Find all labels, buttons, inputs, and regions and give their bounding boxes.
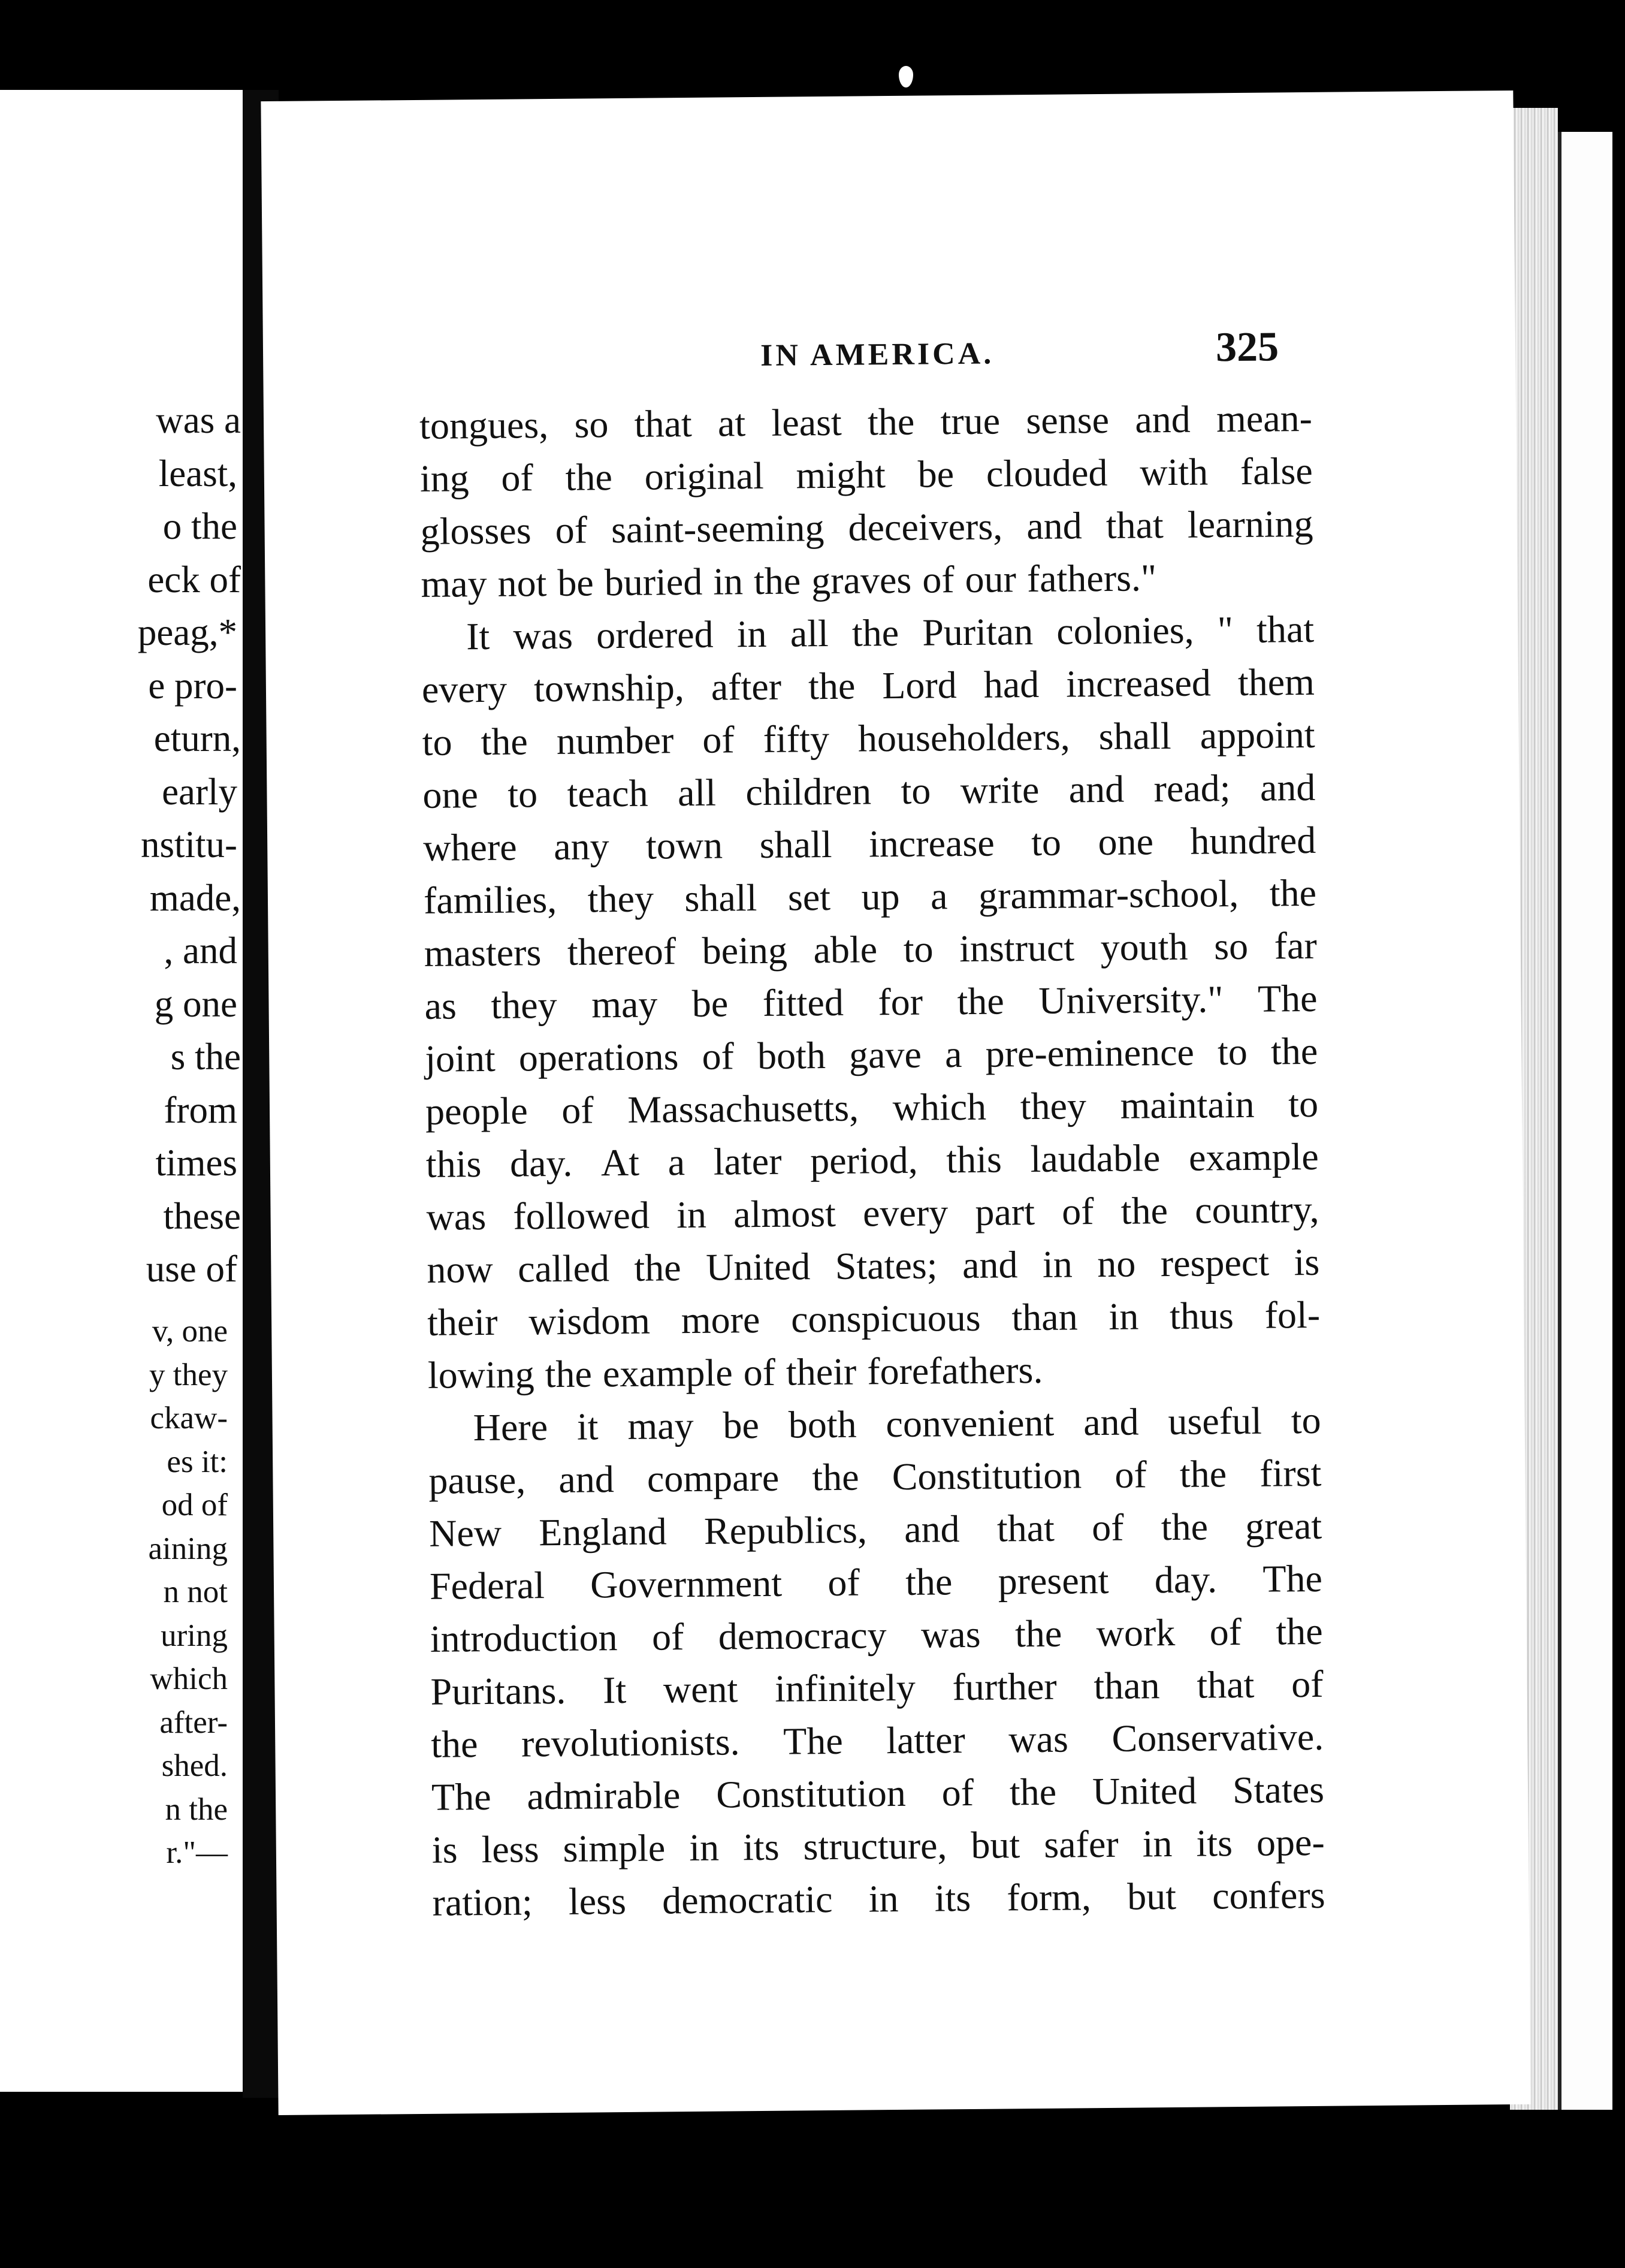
left-page-line: use of	[146, 1248, 237, 1290]
left-page-line: eturn,	[153, 717, 241, 759]
text-line: lowing the example of their forefathers.	[427, 1348, 1043, 1397]
left-page-footnote-line: od of	[161, 1488, 228, 1522]
text-line: Federal Government of the present day. The	[429, 1557, 1323, 1607]
previous-page	[0, 90, 246, 2092]
left-page-line: made,	[149, 876, 241, 919]
left-page-line: e pro-	[148, 664, 237, 707]
text-line: every township, after the Lord had increased them	[421, 660, 1315, 711]
left-page-line: from	[164, 1088, 237, 1131]
left-page-footnote-line: ckaw-	[150, 1401, 228, 1435]
left-page-footnote-line: after-	[159, 1705, 228, 1740]
text-line: now called the United States; and in no respect is	[427, 1240, 1320, 1291]
left-page-line: peag,*	[137, 611, 237, 653]
left-page-footnote-line: y they	[149, 1357, 228, 1392]
text-line: It was ordered in all the Puritan colonies, " that	[466, 607, 1315, 658]
text-line: as they may be fitted for the University." The	[424, 976, 1318, 1027]
text-line: the revolutionists. The latter was Conservative.	[431, 1715, 1324, 1766]
left-page-footnote-line: n not	[163, 1575, 228, 1609]
page-number: 325	[1215, 324, 1279, 371]
left-page-line: , and	[164, 930, 237, 972]
text-line: may not be buried in the graves of our fathers."	[421, 556, 1157, 605]
left-page-footnote-line: r."—	[166, 1835, 228, 1870]
text-line: this day. At a later period, this laudable example	[425, 1135, 1319, 1186]
text-line: New England Republics, and that of the great	[428, 1504, 1322, 1555]
text-line: masters thereof being able to instruct youth so far	[424, 924, 1318, 975]
running-title: IN AMERICA.	[760, 336, 995, 373]
left-page-line: s the	[170, 1036, 241, 1078]
text-line: joint operations of both gave a pre-eminence to the	[425, 1029, 1318, 1080]
book-page	[261, 91, 1530, 2115]
left-page-footnote-line: which	[150, 1661, 228, 1696]
text-line: ing of the original might be clouded with false	[419, 449, 1313, 500]
text-line: where any town shall increase to one hundred	[422, 818, 1316, 869]
left-page-footnote-line: es it:	[167, 1444, 228, 1479]
body-text	[419, 392, 1325, 1929]
text-line: pause, and compare the Constitution of the first	[428, 1451, 1322, 1502]
left-page-line: least,	[158, 452, 237, 494]
left-page-line: nstitu-	[140, 824, 237, 865]
text-line: was followed in almost every part of the country,	[426, 1187, 1319, 1238]
text-line: to the number of fifty householders, shall appoint	[422, 713, 1315, 764]
left-page-footnote-line: shed.	[161, 1748, 228, 1783]
text-line: their wisdom more conspicuous than in thus fol-	[427, 1293, 1321, 1344]
left-page-line: times	[155, 1142, 237, 1184]
text-line: is less simple in its structure, but safer in its ope-	[431, 1820, 1325, 1871]
left-page-line: eck of	[147, 558, 241, 601]
text-line: Puritans. It went infinitely further than that of	[430, 1662, 1324, 1713]
left-page-line: g one	[154, 982, 237, 1025]
text-line: one to teach all children to write and read; and	[422, 765, 1316, 816]
left-page-footnote-line: uring	[161, 1618, 228, 1653]
text-line: families, they shall set up a grammar-school, the	[423, 871, 1317, 922]
left-page-line: o the	[162, 505, 237, 547]
left-page-line: was a	[156, 399, 241, 441]
back-cover	[1558, 132, 1612, 2110]
text-line: glosses of saint-seeming deceivers, and that learning	[420, 502, 1313, 553]
top-mark	[899, 66, 913, 88]
left-page-line: early	[162, 770, 237, 813]
left-page-footnote-line: aining	[148, 1531, 228, 1566]
text-line: Here it may be both convenient and useful to	[473, 1398, 1321, 1449]
text-line: introduction of democracy was the work of the	[430, 1609, 1323, 1660]
left-page-footnote-line: v, one	[152, 1314, 228, 1349]
left-page-line: these	[163, 1195, 241, 1237]
running-head	[263, 318, 1516, 383]
text-line: The admirable Constitution of the United States	[431, 1768, 1325, 1818]
left-page-footnote-line: n the	[165, 1792, 228, 1827]
text-line: ration; less democratic in its form, but confers	[432, 1873, 1325, 1924]
text-line: tongues, so that at least the true sense and mean-	[419, 396, 1313, 447]
text-line: people of Massachusetts, which they maintain to	[425, 1082, 1319, 1133]
